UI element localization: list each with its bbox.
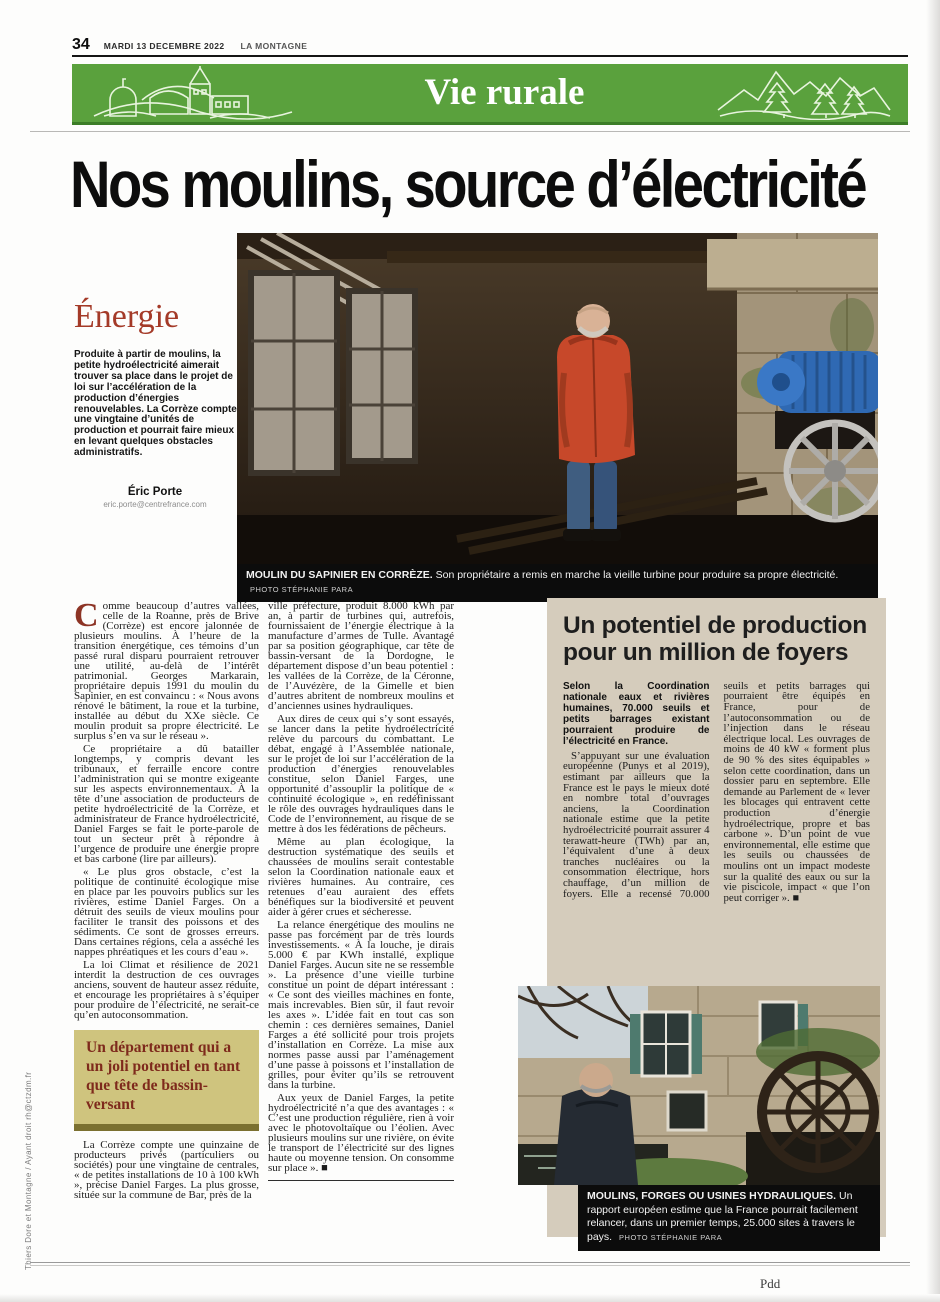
paragraph: Aux yeux de Daniel Farges, la petite hydroélectricité n’a que des avantages : « C’est une production régulière, rien à voir avec le photovoltaïque ou l’éolien. Avec plusieurs moulins sur une rivière, on évite le transport de l’électricité sur des lignes haute ou moyenne tension. On consomme sur place ». ■ <box>268 1092 454 1174</box>
paragraph: Ce propriétaire a dû batailler longtemps, y compris devant les tribunaux, et ferraille encore contre l’administration qui se montre exigeante sur les aspects environnementaux. À la tête d’une association de producteurs de petite hydroélectricité de la Corrèze, et administrateur de France hydroélectricité, Daniel Farges se fait le porte-parole de tout un secteur prêt à répondre à l’urgence de produire une énergie propre et bas carbone (lire par ailleurs). <box>74 743 259 865</box>
article-kicker: Énergie <box>74 298 180 335</box>
caption-lead: MOULIN DU SAPINIER EN CORRÈZE. <box>246 569 433 581</box>
side-credit: Thiers Dore et Montagne / Ayant droit rh@ctzdm.fr <box>24 1071 33 1270</box>
article-end-rule <box>268 1180 454 1181</box>
paragraph: Aux dires de ceux qui s’y sont essayés, se lancer dans la petite hydroélectricité relève du parcours du combattant. Le débat, engagé à l’Assemblée nationale, sur le projet de loi sur l’accélération de la production d’énergies renouvelables constitue, selon Daniel Farges, une opportunité d’assouplir la politique de « continuité écologique », en redéfinissant le rôle des ouvrages hydrauliques dans le Code de l’environnement, au risque de se mettre à dos les fédérations de pêcheurs. <box>268 713 454 835</box>
page-edge-bottom <box>0 1294 940 1302</box>
masthead-rule <box>72 55 908 57</box>
photo-credit: PHOTO STÉPHANIE PARA <box>619 1232 723 1242</box>
main-photo-caption <box>237 564 878 602</box>
village-illustration <box>90 66 295 120</box>
highlight-box-text: Un département qui a un joli potentiel en tant que tête de bassin-versant <box>86 1039 241 1113</box>
sidebar-standfirst: Selon la Coordination nationale eaux et rivières humaines, 70.000 seuils et petits barrages existant pourraient produire de l’électricité en France. <box>563 680 710 747</box>
article-standfirst: Produite à partir de moulins, la petite hydroélectricité aimerait trouver sa place dans le projet de loi sur l’accélération de la production d’énergies renouvelables. La Corrèze compte une vingtaine d’unités de production et pourrait faire mieux en levant quelques obstacles administratifs. <box>74 349 237 459</box>
paragraph: La relance énergétique des moulins ne passe pas forcément par de très lourds investissements. « À la louche, je dirais 5.000 € par KWh installé, explique Daniel Farges. Aucun site ne se ressemble ». La présence d’une vieille turbine constitue un point de départ intéressant : « Ce sont des vieilles machines en fonte, mais increvables. Bien sûr, il faut revoir les axes ». L’idée fait en tout cas son chemin : ces dernières semaines, Daniel Farges a été sollicité pour trois projets d’installation en Corrèze. La mise aux normes passe aussi par l’aménagement d’une passe à poissons et l’installation de grilles, pour éviter qu’ils se retrouvent dans la turbine. <box>268 919 454 1091</box>
section-banner <box>72 64 908 125</box>
page-edge-right <box>926 0 940 1302</box>
sidebar-text <box>563 681 870 977</box>
paragraph <box>74 597 259 742</box>
byline <box>74 486 236 509</box>
secondary-photo-caption <box>578 1185 880 1251</box>
page-footer-mark: Pdd <box>760 1276 781 1291</box>
caption-lead: MOULINS, FORGES OU USINES HYDRAULIQUES. <box>587 1190 837 1202</box>
author-email: eric.porte@centrefrance.com <box>103 500 207 509</box>
photo-credit: PHOTO STÉPHANIE PARA <box>250 584 354 594</box>
page-bottom-rule <box>30 1262 910 1266</box>
paragraph: La Corrèze compte une quinzaine de producteurs privés (particuliers ou sociétés) pour une vingtaine de centrales, « de petites installations de 10 à 100 kWh », précise Daniel Farges. La plus grosse, située sur la commune de Bar, près de la <box>74 1138 259 1201</box>
page-number: 34 <box>72 36 90 53</box>
paragraph-text: omme beaucoup d’autres vallées, celle de la Roanne, près de Brive (Corrèze) est encore jalonnée de plusieurs moulins. À l’heure de la transition énergétique, ces témoins d’un passé rural disparu pourraient retrouver une utilité, au-delà de l’intérêt patrimonial. Georges Markarain, propriétaire depuis 1991 du moulin du Sapinier, en est convaincu : « Nous avons rénové le bâtiment, la roue et la turbine, installée au début du XXe siècle. Ce moulin produit sa propre électricité. Le surplus s’en va sur le réseau ». <box>74 600 259 742</box>
secondary-photo <box>518 986 880 1185</box>
dropcap: C <box>74 597 99 634</box>
headline: Nos moulins, source d’électricité <box>70 147 866 221</box>
body-column-2 <box>268 601 454 1181</box>
author-name: Éric Porte <box>127 486 183 498</box>
mill-interior-illustration <box>237 233 878 564</box>
paragraph: Même au plan écologique, la destruction systématique des seuils et chaussées de moulins serait contestable selon la Coordination nationale eaux et rivières humaines. Au contraire, ces retenues d’eau auraient des effets bénéfiques sur la biodiversité et peuvent aider à gérer crues et sécheresse. <box>268 836 454 918</box>
section-title: Vie rurale <box>424 71 585 113</box>
highlight-box <box>74 1030 259 1131</box>
banner-underline <box>30 131 910 132</box>
mountains-trees-illustration <box>714 66 894 120</box>
body-column-1 <box>74 597 259 1203</box>
caption-text: Un rapport européen estime que la France pourrait facilement relancer, dans un premier temps, 25.000 sites à travers le pays. <box>587 1190 858 1243</box>
watermill-illustration <box>518 986 880 1185</box>
edition-date: MARDI 13 DECEMBRE 2022 <box>103 41 225 51</box>
masthead <box>72 36 908 54</box>
publication-name: LA MONTAGNE <box>240 41 308 51</box>
paragraph: La loi Climat et résilience de 2021 interdit la destruction de ces ouvrages anciens, souvent de hauteur assez réduite, et encourage les propriétaires à s’équiper pour produire de l’électricité, ne serait-ce qu’en autoconsommation. <box>74 959 259 1021</box>
caption-text: Son propriétaire a remis en marche la vieille turbine pour produire sa propre électricité. <box>432 569 839 581</box>
paragraph: ville préfecture, produit 8.000 kWh par an, à partir de turbines qui, autrefois, fournissaient de l’énergie électrique à la manufacture d’armes de Tulle. Avantagé par sa position géographique, car tête de bassin-versant de la Dordogne, le département dispose d’un beau potentiel : les vallées de la Corrèze, de la Céronne, de l’Auvézère, de la Gimelle et bien d’autres abritent de nombreux moulins et d’anciennes usines hydrauliques. <box>268 600 454 712</box>
sidebar-title: Un potentiel de production pour un million de foyers <box>563 612 867 667</box>
sidebar-body: S’appuyant sur une évaluation européenne (Punys et al 2019), estimant par ailleurs que la France est le pays le mieux doté en nombre total d’ouvrages anciens, la Coordination nationale estime que la petite hydroélectricité pourrait assurer 4 terawatt-heure (TWh) par an, l’équivalent d’une à deux tranches nucléaires ou la consommation électrique, hors chauffage, d’un million de foyers. Elle a recensé 70.000 seuils et petits barrages qui pourraient être équipés en France, pour de l’autoconsommation ou de l’injection dans le réseau électrique local. Les ouvrages de moins de 40 kW « forment plus de 90 % des sites équipables » selon cette coordination, dans un dossier paru en septembre. Elle demande au Parlement de « lever les blocages qui entravent cette production d’énergie hydroélectrique, propre et bas carbone ». D’un point de vue environnemental, elle estime que les seuils ou chaussées de moulins ont un impact modeste sur la qualité des eaux ou sur la vie piscicole, impact « que l’on peut corriger ». ■ <box>563 680 870 904</box>
main-photo <box>237 233 878 564</box>
paragraph: « Le plus gros obstacle, c’est la politique de continuité écologique mise en place par les pouvoirs publics sur les rivières, estime Daniel Farges. On a détruit des seuils de vieux moulins pour faciliter le transit des poissons et des sédiments. Ce sont de grosses erreurs. Dans certaines régions, cela a asséché les nappes phréatiques et les cours d’eau ». <box>74 866 259 958</box>
